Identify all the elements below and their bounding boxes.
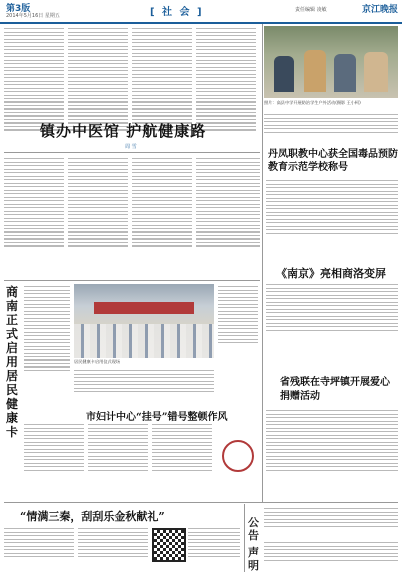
column-divider bbox=[262, 24, 263, 502]
page-header bbox=[0, 0, 402, 24]
top-right-text bbox=[264, 112, 398, 142]
health-card-side-text bbox=[218, 284, 258, 364]
statement-text bbox=[264, 540, 398, 572]
health-card-photo-caption: 居民健康卡启用仪式现场 bbox=[74, 359, 121, 364]
nanjing-text bbox=[266, 282, 398, 352]
donation-text bbox=[266, 408, 398, 498]
top-right-photo-caption: 照片：高县中学开展防治学生户外活动(摄影 王小柯) bbox=[264, 100, 361, 105]
mid-text-col-4 bbox=[196, 156, 260, 278]
divider bbox=[4, 280, 260, 281]
top-text-col-3 bbox=[132, 26, 192, 166]
top-text-col-1 bbox=[4, 26, 64, 166]
page-number: 第3版 bbox=[6, 4, 31, 14]
top-text-col-2 bbox=[68, 26, 128, 166]
top-right-photo bbox=[264, 26, 398, 98]
feelings-text-1 bbox=[4, 526, 74, 572]
maternal-text-1 bbox=[24, 422, 84, 492]
headline-center-hall: 镇办中医馆 护航健康路 bbox=[40, 122, 207, 140]
headline-feelings: “情满三秦，刮刮乐金秋献礼” bbox=[20, 510, 165, 523]
maternal-logo-icon bbox=[222, 440, 254, 472]
mid-text-col-1 bbox=[4, 156, 64, 278]
notice-label: 公告 bbox=[248, 516, 259, 542]
feelings-text-2 bbox=[78, 526, 148, 572]
section-label: [ 社 会 ] bbox=[150, 7, 204, 18]
column-divider bbox=[244, 504, 245, 572]
health-card-text-2 bbox=[74, 368, 214, 404]
top-text-col-4 bbox=[196, 26, 256, 166]
divider bbox=[4, 152, 260, 153]
divider bbox=[4, 502, 398, 503]
headline-health-card: 商南正式启用居民健康卡 bbox=[6, 285, 19, 439]
masthead-logo: 京江晚报 bbox=[361, 5, 398, 15]
mid-text-col-2 bbox=[68, 156, 128, 278]
statement-label: 声明 bbox=[248, 546, 259, 572]
notice-text bbox=[264, 506, 398, 536]
headline-donation: 省残联在寺坪镇开展爱心捐赠活动 bbox=[280, 377, 390, 402]
health-card-text-1 bbox=[24, 284, 70, 404]
byline-center-hall: 周 雪 bbox=[125, 144, 137, 150]
headline-maternal: 市妇计中心“挂号”错号整顿作风 bbox=[86, 412, 228, 423]
maternal-text-3 bbox=[152, 422, 212, 492]
qr-code-icon bbox=[152, 528, 186, 562]
maternal-text-2 bbox=[88, 422, 148, 492]
date-line: 2014年5月16日 星期五 bbox=[6, 13, 60, 19]
drug-prevention-text bbox=[266, 178, 398, 256]
health-card-photo bbox=[74, 284, 214, 358]
headline-nanjing: 《南京》亮相商洛变屏 bbox=[276, 267, 386, 280]
headline-drug-prevention: 丹凤职教中心获全国毒品预防教育示范学校称号 bbox=[268, 149, 398, 173]
mid-text-col-3 bbox=[132, 156, 192, 278]
feelings-text-3 bbox=[188, 526, 240, 572]
editor-line: 责任编辑 凌敏 bbox=[295, 7, 327, 13]
